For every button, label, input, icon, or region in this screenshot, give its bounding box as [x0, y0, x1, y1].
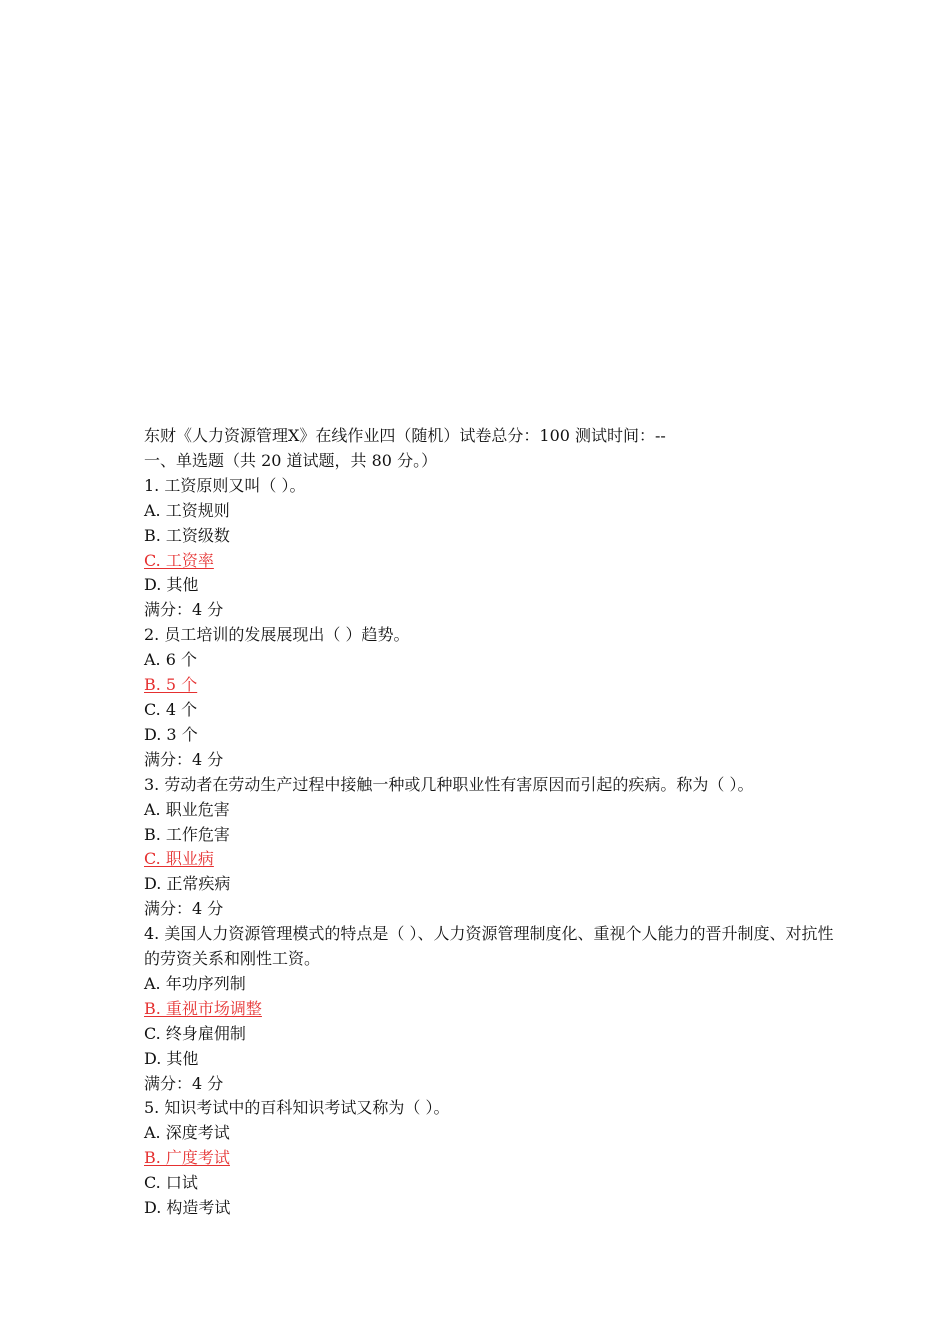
option-d: D. 其他 [144, 575, 199, 595]
option-a: A. 年功序列制 [144, 973, 246, 993]
question-stem: 2. 员工培训的发展展现出（ ）趋势。 [144, 625, 410, 645]
option-b-correct-answer: B. 广度考试 [144, 1148, 230, 1168]
section-heading: 一、单选题（共 20 道试题，共 80 分。） [144, 450, 438, 470]
question-block [144, 1096, 834, 1221]
question-stem: 1. 工资原则又叫（ ）。 [144, 475, 306, 495]
option-a: A. 职业危害 [144, 799, 230, 819]
question-score: 满分：4 分 [144, 600, 224, 620]
option-b-correct-answer: B. 重视市场调整 [144, 998, 262, 1018]
option-d: D. 3 个 [144, 724, 198, 744]
option-b-correct-answer: B. 5 个 [144, 675, 198, 695]
question-block [144, 474, 834, 623]
question-stem: 3. 劳动者在劳动生产过程中接触一种或几种职业性有害原因而引起的疾病。称为（ ）。 [144, 774, 754, 794]
document-body [144, 424, 834, 1221]
question-score: 满分：4 分 [144, 899, 224, 919]
option-c-correct-answer: C. 工资率 [144, 550, 214, 570]
option-a: A. 工资规则 [144, 500, 230, 520]
document-title: 东财《人力资源管理X》在线作业四（随机）试卷总分：100 测试时间：-- [144, 426, 666, 445]
option-d: D. 正常疾病 [144, 874, 231, 894]
option-c-correct-answer: C. 职业病 [144, 849, 214, 869]
question-block [144, 922, 834, 1096]
option-c: C. 4 个 [144, 699, 198, 719]
question-block [144, 773, 834, 922]
option-c: C. 口试 [144, 1173, 198, 1193]
option-a: A. 6 个 [144, 650, 197, 670]
question-score: 满分：4 分 [144, 749, 224, 769]
question-stem: 4. 美国人力资源管理模式的特点是（ ）、人力资源管理制度化、重视个人能力的晋升制度、对抗性的劳资关系和刚性工资。 [144, 924, 834, 969]
option-d: D. 构造考试 [144, 1198, 231, 1218]
question-score: 满分：4 分 [144, 1073, 224, 1093]
option-a: A. 深度考试 [144, 1123, 230, 1143]
option-b: B. 工资级数 [144, 525, 230, 545]
option-c: C. 终身雇佣制 [144, 1023, 246, 1043]
question-stem: 5. 知识考试中的百科知识考试又称为（ ）。 [144, 1098, 450, 1118]
option-b: B. 工作危害 [144, 824, 230, 844]
question-block [144, 623, 834, 772]
option-d: D. 其他 [144, 1048, 199, 1068]
